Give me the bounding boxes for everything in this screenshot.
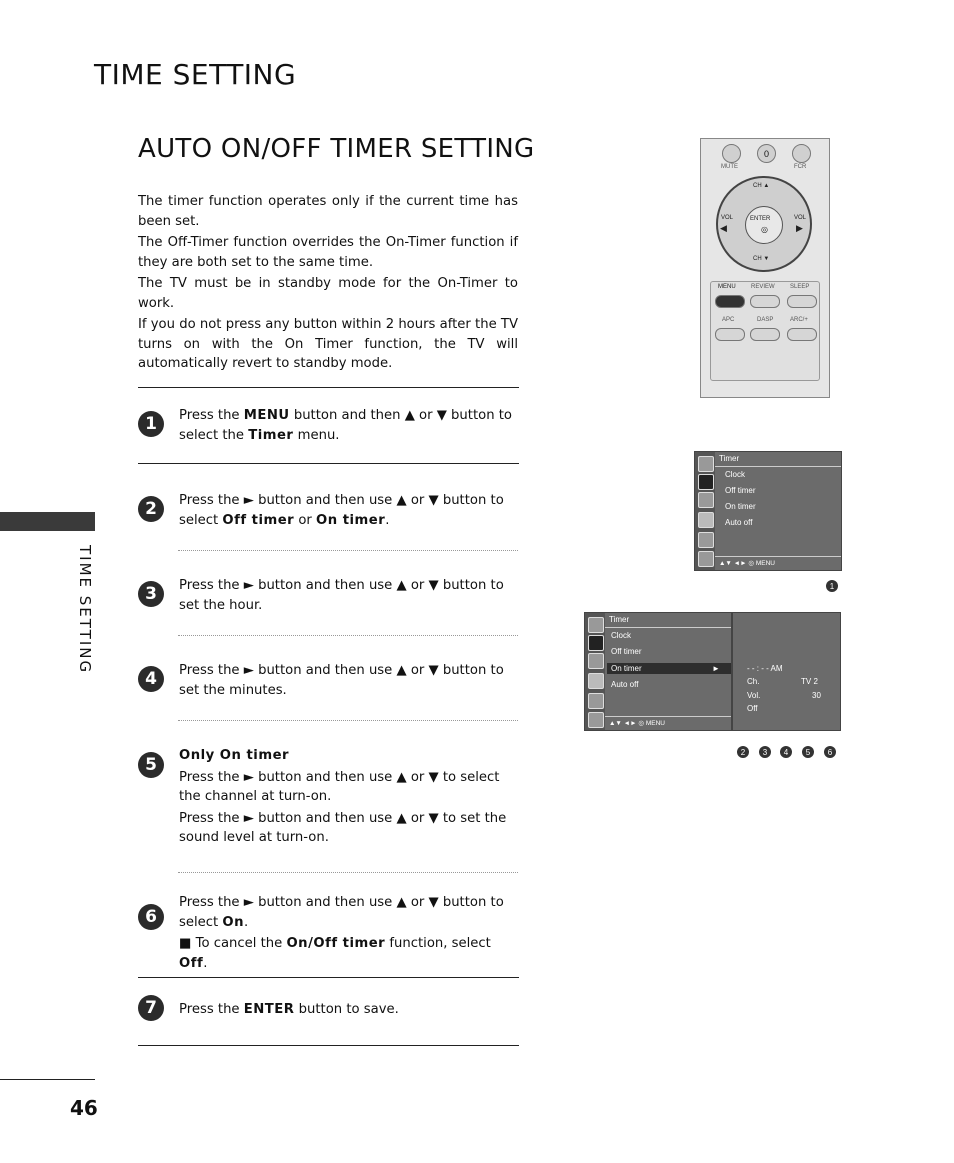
step-number: 7 — [138, 995, 164, 1021]
channel-label: Ch. — [747, 677, 760, 686]
menu-item-clock: Clock — [611, 631, 632, 640]
menu-item-off-timer: Off timer — [725, 486, 756, 495]
divider — [178, 720, 518, 721]
right-arrow-icon: ▶ — [796, 223, 803, 233]
review-button — [750, 295, 780, 308]
screen-icon — [588, 635, 604, 651]
divider — [605, 627, 731, 628]
step-badge: 3 — [759, 746, 771, 758]
off-option: Off — [747, 704, 758, 713]
step-6-text — [179, 893, 519, 975]
screen-icon — [698, 474, 714, 490]
zero-button: 0 — [757, 144, 776, 163]
apc-button — [715, 328, 745, 341]
timer-icon — [698, 512, 714, 528]
sleep-label: SLEEP — [790, 284, 810, 290]
remote-control — [700, 138, 830, 398]
menu-item-auto-off: Auto off — [725, 518, 753, 527]
footer-rule — [0, 1079, 95, 1080]
menu-footer-hint: ▲▼ ◄► ◎ MENU — [609, 720, 665, 727]
keyword: ENTER — [243, 1002, 295, 1017]
keyword: MENU — [243, 408, 290, 423]
enter-label: ENTER — [750, 216, 771, 222]
timer-menu-screen-1 — [694, 451, 842, 571]
step-number: 5 — [138, 752, 164, 778]
step-text — [179, 893, 519, 932]
on-timer-submenu — [732, 612, 841, 731]
intro-paragraph: The TV must be in standby mode for the On-Timer to work. — [138, 276, 518, 311]
divider — [605, 716, 731, 717]
step-text: Press the ► button and then use ▲ or ▼ to select the channel at turn-on. — [179, 769, 500, 804]
timer-icon — [588, 673, 604, 689]
menu-title: Timer — [719, 454, 740, 463]
step-text: ■ To cancel the — [179, 936, 287, 951]
intro-paragraph: The timer function operates only if the current time has been set. — [138, 194, 518, 229]
menu-title: Timer — [609, 615, 630, 624]
picture-icon — [588, 617, 604, 633]
step-number: 3 — [138, 581, 164, 607]
step-1-text — [179, 406, 519, 445]
step-number: 1 — [138, 411, 164, 437]
step-text: function, select — [385, 936, 491, 951]
step-5-text — [179, 746, 519, 850]
time-value: - - : - - AM — [747, 664, 783, 673]
step-text: Press the ► button and then use ▲ or ▼ to set the sound level at turn-on. — [179, 810, 507, 845]
step-text: . — [243, 914, 249, 930]
right-arrow-icon: ► — [712, 664, 720, 673]
step-text: . — [203, 955, 208, 971]
sound-icon — [698, 492, 714, 508]
step-number: 2 — [138, 496, 164, 522]
side-tab-marker — [0, 512, 95, 531]
setup-icon — [698, 532, 714, 548]
sound-icon — [588, 653, 604, 669]
menu-item-on-timer: On timer — [611, 664, 642, 673]
keyword: On timer — [316, 512, 386, 528]
step-4-text: Press the ► button and then use ▲ or ▼ button to set the minutes. — [179, 663, 504, 698]
intro-text — [138, 192, 518, 376]
step-badge: 2 — [737, 746, 749, 758]
divider — [138, 387, 519, 388]
timer-menu-screen-2 — [584, 612, 732, 731]
step-2-text — [179, 491, 519, 530]
divider — [715, 556, 841, 557]
mute-label: MUTE — [721, 164, 738, 170]
option-icon — [588, 712, 604, 728]
menu-item-on-timer: On timer — [725, 502, 756, 511]
mute-button — [722, 144, 741, 163]
menu-item-clock: Clock — [725, 470, 746, 479]
setup-icon — [588, 693, 604, 709]
step-badge: 6 — [824, 746, 836, 758]
left-arrow-icon: ◀ — [720, 223, 727, 233]
step-badge: 4 — [780, 746, 792, 758]
review-label: REVIEW — [751, 284, 775, 290]
channel-value: TV 2 — [801, 677, 818, 686]
step-text: button to save. — [294, 1002, 399, 1017]
intro-paragraph: The Off-Timer function overrides the On-Timer function if they are both set to the same time. — [138, 235, 518, 270]
step-text: button and then ▲ or ▼ button to select the — [179, 408, 512, 443]
step-text: or — [294, 512, 317, 528]
option-icon — [698, 551, 714, 567]
sleep-button — [787, 295, 817, 308]
menu-item-off-timer: Off timer — [611, 647, 642, 656]
step-text: . — [385, 512, 390, 528]
divider — [178, 872, 518, 873]
menu-item-auto-off: Auto off — [611, 680, 639, 689]
ch-up-label: CH ▲ — [753, 183, 770, 189]
step-text: menu. — [293, 427, 340, 443]
menu-icon-column — [695, 452, 715, 570]
step-number: 6 — [138, 904, 164, 930]
divider — [138, 1045, 519, 1046]
vol-left-label: VOL — [721, 215, 734, 221]
keyword: Off — [179, 955, 204, 971]
step-3-text: Press the ► button and then use ▲ or ▼ button to set the hour. — [179, 578, 504, 613]
page-number: 46 — [70, 1096, 98, 1120]
fcr-label: FCR — [794, 164, 807, 170]
keyword: On/Off timer — [286, 936, 386, 951]
menu-icon-column — [585, 613, 605, 730]
fcr-button — [792, 144, 811, 163]
step-text: Press the — [179, 1002, 244, 1017]
menu-footer-hint: ▲▼ ◄► ◎ MENU — [719, 560, 775, 567]
divider — [178, 550, 518, 551]
divider — [138, 977, 519, 978]
side-section-label: TIME SETTING — [76, 545, 94, 675]
picture-icon — [698, 456, 714, 472]
intro-paragraph: If you do not press any button within 2 hours after the TV turns on with the On Timer function, the TV will automatically revert to standby mode. — [138, 317, 518, 371]
step-7-text — [179, 1000, 519, 1020]
keyword: Timer — [248, 427, 294, 443]
step-number: 4 — [138, 666, 164, 692]
arc-label: ARC/+ — [790, 317, 808, 323]
menu-label: MENU — [718, 284, 736, 290]
enter-dot-icon: ◎ — [761, 225, 768, 234]
step-text: Press the — [179, 408, 244, 423]
keyword: Off timer — [222, 512, 295, 528]
ch-down-label: CH ▼ — [753, 256, 770, 262]
page-header-title: TIME SETTING — [94, 58, 297, 91]
dasp-button — [750, 328, 780, 341]
divider — [178, 635, 518, 636]
step-text: Press the ► button and then use ▲ or ▼ button to select — [179, 895, 504, 930]
dasp-label: DASP — [757, 317, 774, 323]
step-badge: 5 — [802, 746, 814, 758]
keyword: On — [222, 914, 244, 930]
volume-label: Vol. — [747, 691, 761, 700]
volume-value: 30 — [812, 691, 821, 700]
menu-button — [715, 295, 745, 308]
step-badge: 1 — [826, 580, 838, 592]
vol-right-label: VOL — [794, 215, 807, 221]
section-title: AUTO ON/OFF TIMER SETTING — [138, 134, 535, 164]
step-heading: Only On timer — [179, 748, 290, 763]
step-text: Press the ► button and then use ▲ or ▼ button to select — [179, 493, 504, 528]
apc-label: APC — [722, 317, 735, 323]
step-note — [179, 934, 519, 973]
divider — [138, 463, 519, 464]
arc-button — [787, 328, 817, 341]
divider — [715, 466, 841, 467]
